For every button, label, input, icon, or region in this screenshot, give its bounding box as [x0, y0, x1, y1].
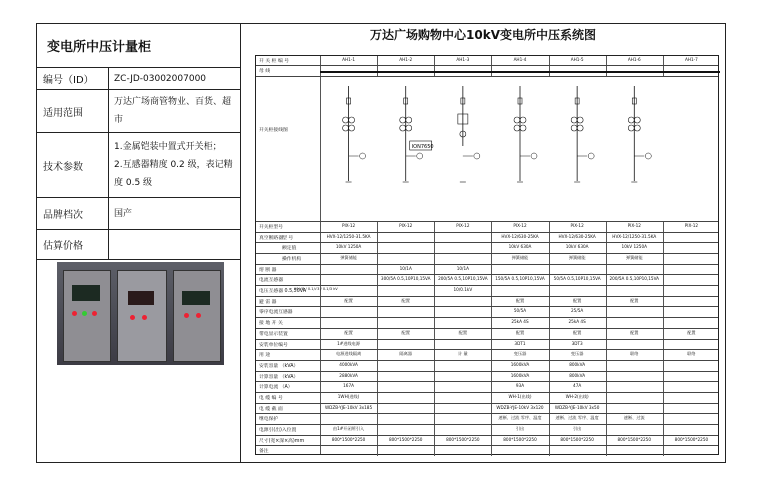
row-label: 安装容量 （kVA）: [259, 363, 299, 369]
table-cell: 配置: [344, 329, 353, 335]
row-divider: [256, 381, 718, 382]
ct-symbol: [514, 125, 520, 131]
table-cell: 计 量: [457, 351, 468, 357]
indicator-led: [142, 315, 147, 320]
table-cell: WH-2(出线): [565, 393, 589, 399]
arrester-symbol: [645, 153, 651, 159]
table-cell: 联络: [630, 351, 639, 357]
spec-table: [37, 24, 241, 462]
row-label: 零序电流互感器: [259, 310, 293, 316]
table-cell: 3DT3: [571, 340, 583, 346]
diagram-title: 万达广场购物中心10kV变电所中压系统图: [370, 28, 596, 42]
table-cell: 800kVA: [569, 372, 586, 378]
table-cell: 25/5A: [570, 308, 584, 314]
table-cell: 800*1500*2250: [446, 436, 480, 442]
table-cell: 300/5A 0.5,10P10,15VA: [380, 276, 431, 282]
row-divider: [256, 371, 718, 372]
spec-key: 品牌档次: [37, 198, 109, 229]
spec-value: 国产: [114, 208, 133, 219]
table-cell: 800kVA: [569, 361, 586, 367]
spec-row-scope: [37, 90, 241, 133]
table-cell: 配置: [630, 297, 639, 303]
row-divider: [256, 413, 718, 414]
row-label: 计算电流 （A）: [259, 385, 293, 391]
indicator-led: [82, 311, 87, 316]
table-cell: WH-1(出线): [508, 393, 532, 399]
ct-symbol: [406, 125, 412, 131]
ct-symbol: [400, 125, 406, 131]
meter-screen: [72, 285, 100, 301]
ct-symbol: [634, 125, 640, 131]
table-cell: 800*1500*2250: [674, 436, 709, 442]
row-label: 接 地 开 关: [259, 321, 283, 327]
row-label: 继电保护: [259, 417, 279, 423]
table-cell: 引出: [515, 425, 525, 431]
row-label: 熔 断 器: [259, 267, 277, 273]
row-divider: [256, 435, 718, 436]
row-divider: [256, 242, 718, 243]
ct-symbol: [628, 125, 634, 131]
column-header: AH1-7: [684, 57, 698, 62]
table-cell: 1#进线电源: [337, 340, 361, 346]
table-cell: 速断、过流: [623, 415, 645, 421]
table-cell: 10/0.1kV: [453, 287, 473, 293]
row-divider: [256, 274, 718, 275]
table-cell: 配置: [572, 297, 582, 303]
table-cell: HVX-12/630-25KA: [501, 233, 539, 239]
table-cell: 弹簧储能: [568, 255, 586, 261]
column-header: AH1-4: [513, 57, 527, 62]
spec-value: ZC-JD-03002007000: [114, 73, 207, 84]
column-header: AH1-6: [627, 57, 641, 62]
row-divider: [256, 339, 718, 340]
row-divider: [256, 221, 718, 222]
table-cell: 800*1500*2250: [331, 436, 366, 442]
ct-symbol: [520, 125, 526, 131]
meter-label: ION7650: [411, 144, 434, 150]
table-cell: 800*1500*2250: [503, 436, 537, 442]
row-divider: [256, 445, 718, 446]
spec-key: 适用范围: [37, 90, 109, 132]
table-cell: 50/5A: [513, 308, 527, 314]
row-label: 安装单位编号: [259, 342, 288, 348]
table-cell: 200/5A 0.5,10P10,15VA: [438, 276, 488, 282]
row-divider: [256, 65, 718, 66]
arrester-symbol: [474, 153, 480, 159]
table-cell: 4000kVA: [339, 361, 358, 367]
table-cell: 1WH(进线): [337, 393, 360, 399]
table-cell: 电源进线隔离: [336, 351, 362, 357]
switchgear-photo: [57, 262, 224, 365]
table-cell: PIX-12: [456, 223, 470, 228]
table-cell: 10kV 630A: [508, 244, 532, 250]
ct-symbol: [343, 125, 349, 131]
table-cell: PIX-12: [513, 223, 527, 228]
cabinet-panel: [173, 270, 221, 362]
spec-key: 编号（ID）: [37, 68, 109, 89]
ct-symbol: [520, 117, 526, 123]
table-cell: 800*1500*2250: [617, 436, 652, 442]
row-divider: [256, 253, 718, 254]
table-cell: PIX-12: [399, 223, 413, 228]
row-label: 开关柜型号: [259, 225, 283, 230]
row-divider: [256, 349, 718, 350]
row-label: 电源引(出)入位置: [259, 427, 297, 433]
ct-symbol: [634, 117, 640, 123]
spec-sheet: [36, 23, 726, 463]
table-cell: 47A: [573, 383, 582, 389]
table-cell: 3DT1: [514, 340, 526, 346]
table-cell: 配置: [401, 297, 410, 303]
ct-symbol: [400, 117, 406, 123]
table-cell: 配置: [344, 297, 353, 303]
table-cell: 200/5A 0.5,10P10,15VA: [609, 276, 660, 282]
indicator-led: [92, 311, 97, 316]
table-cell: 1600kVA: [510, 361, 530, 367]
table-cell: 167A: [343, 383, 354, 389]
row-divider: [256, 232, 718, 233]
table-cell: WDZB-YJE-10kV 3x120: [496, 404, 544, 410]
table-cell: 配置: [515, 329, 525, 335]
meter-screen: [128, 291, 154, 305]
table-cell: 800*1500*2250: [560, 436, 594, 442]
table-cell: 变压器: [570, 351, 584, 357]
row-label: 用 途: [259, 353, 271, 359]
spec-title: 变电所中压计量柜: [37, 24, 241, 68]
busbar: [320, 71, 720, 73]
row-label: 电 缆 截 面: [259, 406, 283, 412]
table-cell: 由1#开闭所引入: [332, 425, 365, 431]
table-cell: HVX-12/1250-31.5KA: [612, 233, 657, 239]
row-label: 电压互感器 0.5,50VA: [259, 289, 307, 295]
arrester-symbol: [531, 153, 537, 159]
ct-symbol: [343, 117, 349, 123]
arrester-symbol: [588, 153, 594, 159]
table-cell: 150/5A 0.5,10P10,15VA: [495, 276, 545, 282]
system-diagram: [241, 24, 725, 462]
row-divider: [256, 317, 718, 318]
ct-symbol: [628, 117, 634, 123]
row-label: 避 雷 器: [259, 299, 277, 305]
table-cell: 800*1500*2250: [388, 436, 423, 442]
table-cell: HVX-12/1250-31.5KA: [326, 233, 371, 239]
table-cell: 配置: [515, 297, 525, 303]
column-header: AH1-5: [570, 57, 584, 62]
table-cell: PIX-12: [627, 223, 641, 228]
row-label: 计算容量 （kVA）: [259, 374, 299, 380]
spec-value: [109, 230, 241, 259]
row-divider: [256, 403, 718, 404]
table-cell: 25kA 4S: [568, 319, 586, 325]
row-divider: [256, 392, 718, 393]
ct-symbol: [571, 117, 577, 123]
table-cell: HVX-12/630-25KA: [558, 233, 596, 239]
arrester-symbol: [417, 153, 423, 159]
row-label: 备注: [259, 449, 269, 455]
row-label: 电流互感器: [259, 278, 283, 284]
arrester-symbol: [360, 153, 366, 159]
row-label: 开 关 柜 编 号: [259, 59, 290, 64]
row-divider: [256, 328, 718, 329]
spec-key: 技术参数: [37, 133, 109, 197]
spec-key: 估算价格: [37, 230, 109, 259]
table-cell: 10/1A: [399, 265, 412, 271]
column-header: AH1-2: [399, 57, 413, 62]
row-label: 尺寸(宽×深×高)mm: [259, 438, 305, 444]
row-divider: [256, 264, 718, 265]
table-cell: 10/√3 / 0.1/√3 / 0.1/3 kV: [294, 287, 338, 292]
ct-symbol: [349, 125, 355, 131]
spec-value: 万达广场商管物业、百货、超 市: [114, 97, 232, 125]
table-cell: 10/1A: [456, 265, 469, 271]
table-cell: 弹簧储能: [625, 255, 643, 261]
table-cell: WDZB-YJE-10kV 3x50: [554, 404, 600, 410]
indicator-led: [130, 315, 135, 320]
row-divider: [256, 424, 718, 425]
row-label: 电 缆 编 号: [259, 395, 283, 401]
table-cell: 93A: [515, 383, 525, 389]
table-cell: 隔离器: [399, 351, 412, 357]
indicator-led: [72, 311, 77, 316]
indicator-led: [196, 313, 201, 318]
row-divider: [256, 285, 718, 286]
table-cell: PIX-12: [341, 223, 356, 228]
spec-value: 1.金属铠装中置式开关柜； 2.互感器精度 0.2 级，表记精 度 0.5 级: [114, 142, 233, 188]
ct-symbol: [349, 117, 355, 123]
row-divider: [256, 306, 718, 307]
table-cell: 2880kVA: [339, 372, 358, 378]
ct-symbol: [577, 125, 583, 131]
row-label: 额定值: [282, 246, 297, 252]
table-cell: PIX-12: [570, 223, 584, 228]
spec-row-price: [37, 230, 241, 260]
table-cell: 变压器: [513, 351, 527, 357]
ct-symbol: [406, 117, 412, 123]
meter-screen: [182, 291, 210, 305]
ct-symbol: [571, 125, 577, 131]
table-cell: 引出: [572, 425, 582, 431]
cabinet-panel: [63, 270, 111, 362]
row-label: 开关柜接线图: [259, 128, 288, 133]
table-cell: 25kA 4S: [511, 319, 529, 325]
row-divider: [256, 76, 718, 77]
table-cell: 配置: [630, 329, 639, 335]
column-header: AH1-1: [342, 57, 355, 62]
table-cell: 配置: [687, 329, 696, 335]
indicator-led: [184, 313, 189, 318]
table-cell: 速断、过流 零序、温度: [498, 415, 542, 421]
table-cell: 弹簧储能: [511, 255, 529, 261]
table-cell: 配置: [401, 329, 410, 335]
diagram-grid: [255, 55, 719, 455]
single-line-diagram: [256, 86, 720, 206]
table-cell: 10kV 1250A: [335, 244, 362, 250]
table-cell: PIX-12: [684, 223, 699, 228]
table-cell: 50/5A 0.5,10P10,15VA: [553, 276, 601, 282]
table-cell: 速断、过流 零序、温度: [555, 415, 599, 421]
table-cell: 10kV 1250A: [621, 244, 648, 250]
row-label: 型 号: [282, 235, 294, 241]
table-cell: 联络: [687, 351, 696, 357]
row-label: 带电显示装置: [259, 331, 288, 337]
row-label: 母 线: [259, 69, 271, 74]
table-cell: 配置: [458, 329, 468, 335]
row-label: 操作机构: [282, 257, 302, 263]
spec-row-params: [37, 133, 241, 198]
spec-row-brand: [37, 198, 241, 230]
table-cell: 弹簧储能: [340, 255, 357, 261]
column-header: AH1-3: [456, 57, 470, 62]
cabinet-panel: [117, 270, 167, 362]
spec-row-id: [37, 68, 241, 90]
table-cell: 1600kVA: [510, 372, 530, 378]
row-label: 真空断路器: [259, 235, 283, 241]
ct-symbol: [514, 117, 520, 123]
row-divider: [256, 296, 718, 297]
table-cell: 配置: [572, 329, 582, 335]
ct-symbol: [577, 117, 583, 123]
table-cell: 10kV 630A: [565, 244, 589, 250]
table-cell: WDZB-YJE-10kV 3x185: [324, 404, 373, 410]
row-divider: [256, 360, 718, 361]
